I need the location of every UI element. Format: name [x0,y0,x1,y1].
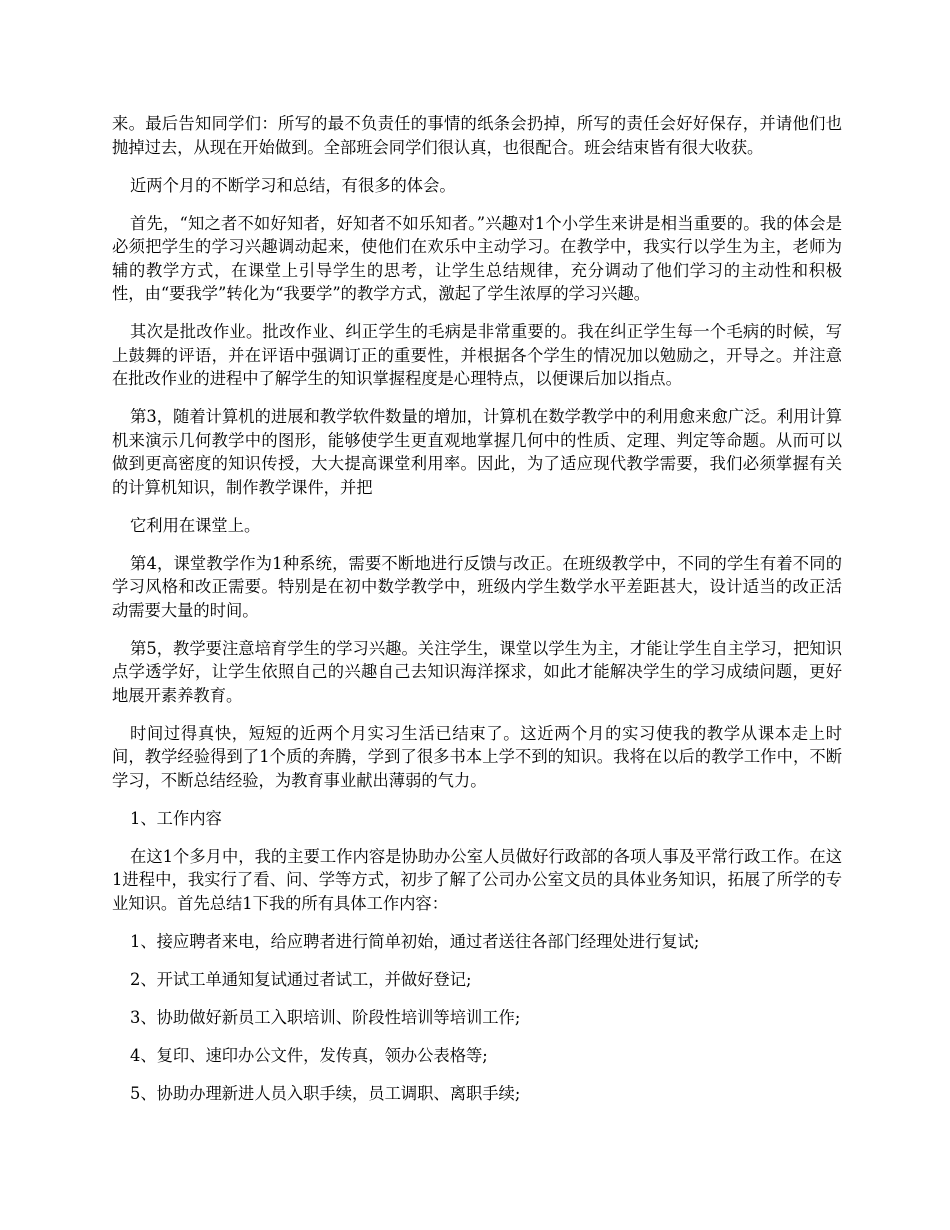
paragraph-feedback-correction: 第4，课堂教学作为1种系统，需要不断地进行反馈与改正。在班级教学中，不同的学生有着不同的学习风格和改正需要。特别是在初中数学教学中，班级内学生数学水平差距甚大，设计适当的改正活动需要大量的时间。 [112,553,842,620]
paragraph-computer-teaching-continued: 它利用在课堂上。 [130,515,261,535]
list-item-training: 3、协助做好新员工入职培训、阶段性培训等培训工作; [130,1007,521,1027]
document-page [112,112,842,1120]
paragraph-learning-interest: 第5，教学要注意培育学生的学习兴趣。关注学生，课堂以学生为主，才能让学生自主学习，把知识点学透学好，让学生依照自己的兴趣自己去知识海洋探求，如此才能解决学生的学习成绩问题，更好地展开素养教育。 [112,638,842,705]
paragraph-interest: 首先，“知之者不如好知者，好知者不如乐知者。”兴趣对1个小学生来讲是相当重要的。我的体会是必须把学生的学习兴趣调动起来，使他们在欢乐中主动学习。在教学中，我实行以学生为主，老师为辅的教学方式，在课堂上引导学生的思考，让学生总结规律，充分调动了他们学习的主动性和积极性，由“要我学”转化为“我要学”的教学方式，激起了学生浓厚的学习兴趣。 [112,213,842,303]
list-item-applicant-calls: 1、接应聘者来电，给应聘者进行简单初始，通过者送往各部门经理处进行复试; [130,931,700,951]
paragraph-computer-teaching: 第3，随着计算机的进展和教学软件数量的增加，计算机在数学教学中的利用愈来愈广泛。利用计算机来演示几何教学中的图形，能够使学生更直观地掌握几何中的性质、定理、判定等命题。从而可以做到更高密度的知识传授，大大提高课堂利用率。因此，为了适应现代教学需要，我们必须掌握有关的计算机知识，制作教学课件，并把 [112,407,842,497]
section-heading-work-content: 1、工作内容 [130,808,222,828]
paragraph-class-meeting-ending: 来。最后告知同学们：所写的最不负责任的事情的纸条会扔掉，所写的责任会好好保存，并请他们也抛掉过去，从现在开始做到。全部班会同学们很认真，也很配合。班会结束皆有很大收获。 [112,114,842,157]
paragraph-experience-intro: 近两个月的不断学习和总结，有很多的体会。 [130,175,456,195]
paragraph-work-overview: 在这1个多月中，我的主要工作内容是协助办公室人员做好行政部的各项人事及平常行政工作。在这1进程中，我实行了看、问、学等方式，初步了解了公司办公室文员的具体业务知识，拓展了所学的专业知识。首先总结1下我的所有具体工作内容： [112,846,842,913]
paragraph-internship-summary: 时间过得真快，短短的近两个月实习生活已结束了。这近两个月的实习使我的教学从课本走上时间，教学经验得到了1个质的奔腾，学到了很多书本上学不到的知识。我将在以后的教学工作中，不断学习，不断总结经验，为教育事业献出薄弱的气力。 [112,723,842,790]
list-item-trial-work: 2、开试工单通知复试通过者试工，并做好登记; [130,969,472,989]
list-item-onboarding: 5、协助办理新进人员入职手续，员工调职、离职手续; [130,1083,521,1103]
paragraph-homework-correction: 其次是批改作业。批改作业、纠正学生的毛病是非常重要的。我在纠正学生每一个毛病的时候，写上鼓舞的评语，并在评语中强调订正的重要性，并根据各个学生的情况加以勉励之，开导之。并注意在批改作业的进程中了解学生的知识掌握程度是心理特点，以便课后加以指点。 [112,322,842,388]
list-item-office-tasks: 4、复印、速印办公文件，发传真，领办公表格等; [130,1045,488,1065]
